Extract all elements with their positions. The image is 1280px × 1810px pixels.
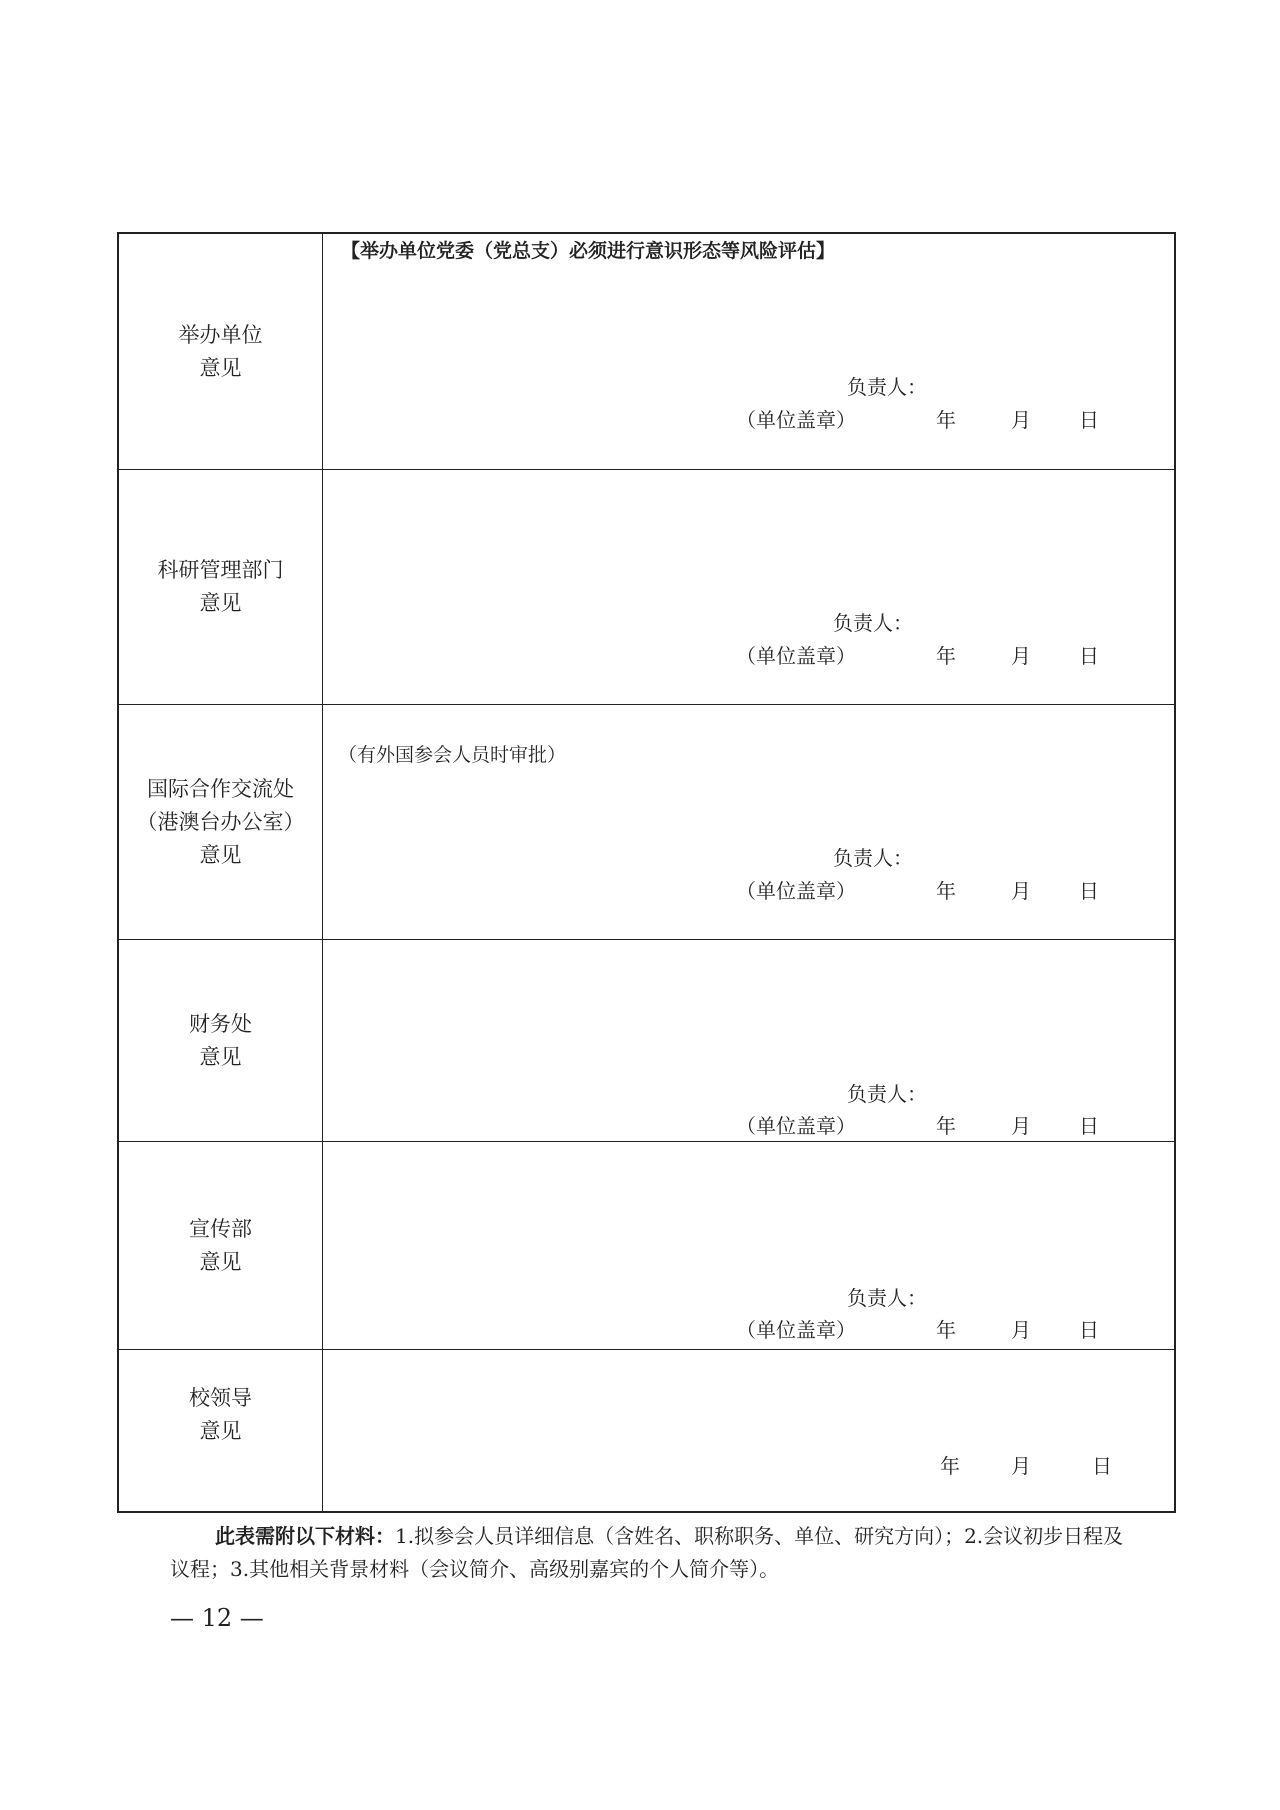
date-year: 年 [940, 1454, 960, 1478]
date-year: 年 [936, 1318, 956, 1342]
opinion-cell-organizer[interactable] [323, 234, 1174, 469]
signer-label: 负责人： [847, 375, 927, 399]
opinion-cell-research-management[interactable] [323, 470, 1174, 704]
date-year: 年 [936, 1114, 956, 1138]
label-line: 科研管理部门 [157, 558, 284, 582]
date-day: 日 [1092, 1454, 1112, 1478]
label-line: 国际合作交流处 [147, 776, 294, 801]
date-month: 月 [1011, 408, 1031, 432]
opinion-cell-finance[interactable] [323, 940, 1174, 1141]
label-line: 举办单位 [178, 322, 263, 347]
date-month: 月 [1011, 1454, 1031, 1478]
label-line: 意见 [199, 842, 242, 867]
date-month: 月 [1011, 644, 1031, 668]
date-day: 日 [1079, 408, 1099, 432]
label-line: （港澳台办公室） [136, 809, 305, 834]
row-label-organizer [119, 234, 323, 469]
row-label-school-leadership [119, 1350, 323, 1511]
foreign-participant-note: （有外国参会人员时审批） [338, 744, 567, 766]
signer-label: 负责人： [833, 611, 913, 635]
date-day: 日 [1079, 1318, 1099, 1342]
page-number: — 12 — [170, 1604, 264, 1632]
approval-form-table [117, 232, 1176, 1513]
label-line: 意见 [199, 1044, 242, 1069]
attachment-requirements-note [170, 1520, 1130, 1586]
seal-label: （单位盖章） [736, 644, 856, 668]
date-month: 月 [1011, 1114, 1031, 1138]
row-label-finance [119, 940, 323, 1141]
form-row-finance [119, 939, 1174, 1141]
label-line: 意见 [199, 355, 242, 380]
attachment-requirements-lead: 此表需附以下材料： [215, 1524, 395, 1548]
date-year: 年 [936, 408, 956, 432]
label-line: 意见 [199, 591, 242, 615]
date-year: 年 [936, 644, 956, 668]
row-label-research-management [119, 470, 323, 704]
form-row-research-management [119, 469, 1174, 704]
opinion-cell-school-leadership[interactable] [323, 1350, 1174, 1511]
label-line: 校领导 [189, 1386, 252, 1410]
row-label-international-office [119, 705, 323, 939]
label-line: 意见 [199, 1249, 242, 1274]
signer-label: 负责人： [847, 1286, 927, 1310]
risk-assessment-note: 【举办单位党委（党总支）必须进行意识形态等风险评估】 [341, 240, 836, 262]
date-day: 日 [1079, 1114, 1099, 1138]
label-line: 宣传部 [189, 1216, 252, 1241]
date-day: 日 [1079, 879, 1099, 903]
seal-label: （单位盖章） [736, 408, 856, 432]
signer-label: 负责人： [847, 1082, 927, 1106]
seal-label: （单位盖章） [736, 1318, 856, 1342]
opinion-cell-publicity[interactable] [323, 1142, 1174, 1349]
attachment-requirements-text: 1.拟参会人员详细信息（含姓名、职称职务、单位、研究方向）；2.会议初步日程及议程；3.其他相关背景材料（会议简介、高级别嘉宾的个人简介等）。 [170, 1524, 1124, 1581]
seal-label: （单位盖章） [736, 879, 856, 903]
form-row-organizer [119, 234, 1174, 469]
label-line: 意见 [199, 1419, 242, 1443]
seal-label: （单位盖章） [736, 1114, 856, 1138]
date-day: 日 [1079, 644, 1099, 668]
form-row-publicity [119, 1141, 1174, 1349]
date-month: 月 [1011, 879, 1031, 903]
signer-label: 负责人： [833, 846, 913, 870]
row-label-publicity [119, 1142, 323, 1349]
label-line: 财务处 [189, 1011, 252, 1036]
date-month: 月 [1011, 1318, 1031, 1342]
opinion-cell-international-office[interactable] [323, 705, 1174, 939]
date-year: 年 [936, 879, 956, 903]
form-row-school-leadership [119, 1349, 1174, 1511]
form-row-international-office [119, 704, 1174, 939]
